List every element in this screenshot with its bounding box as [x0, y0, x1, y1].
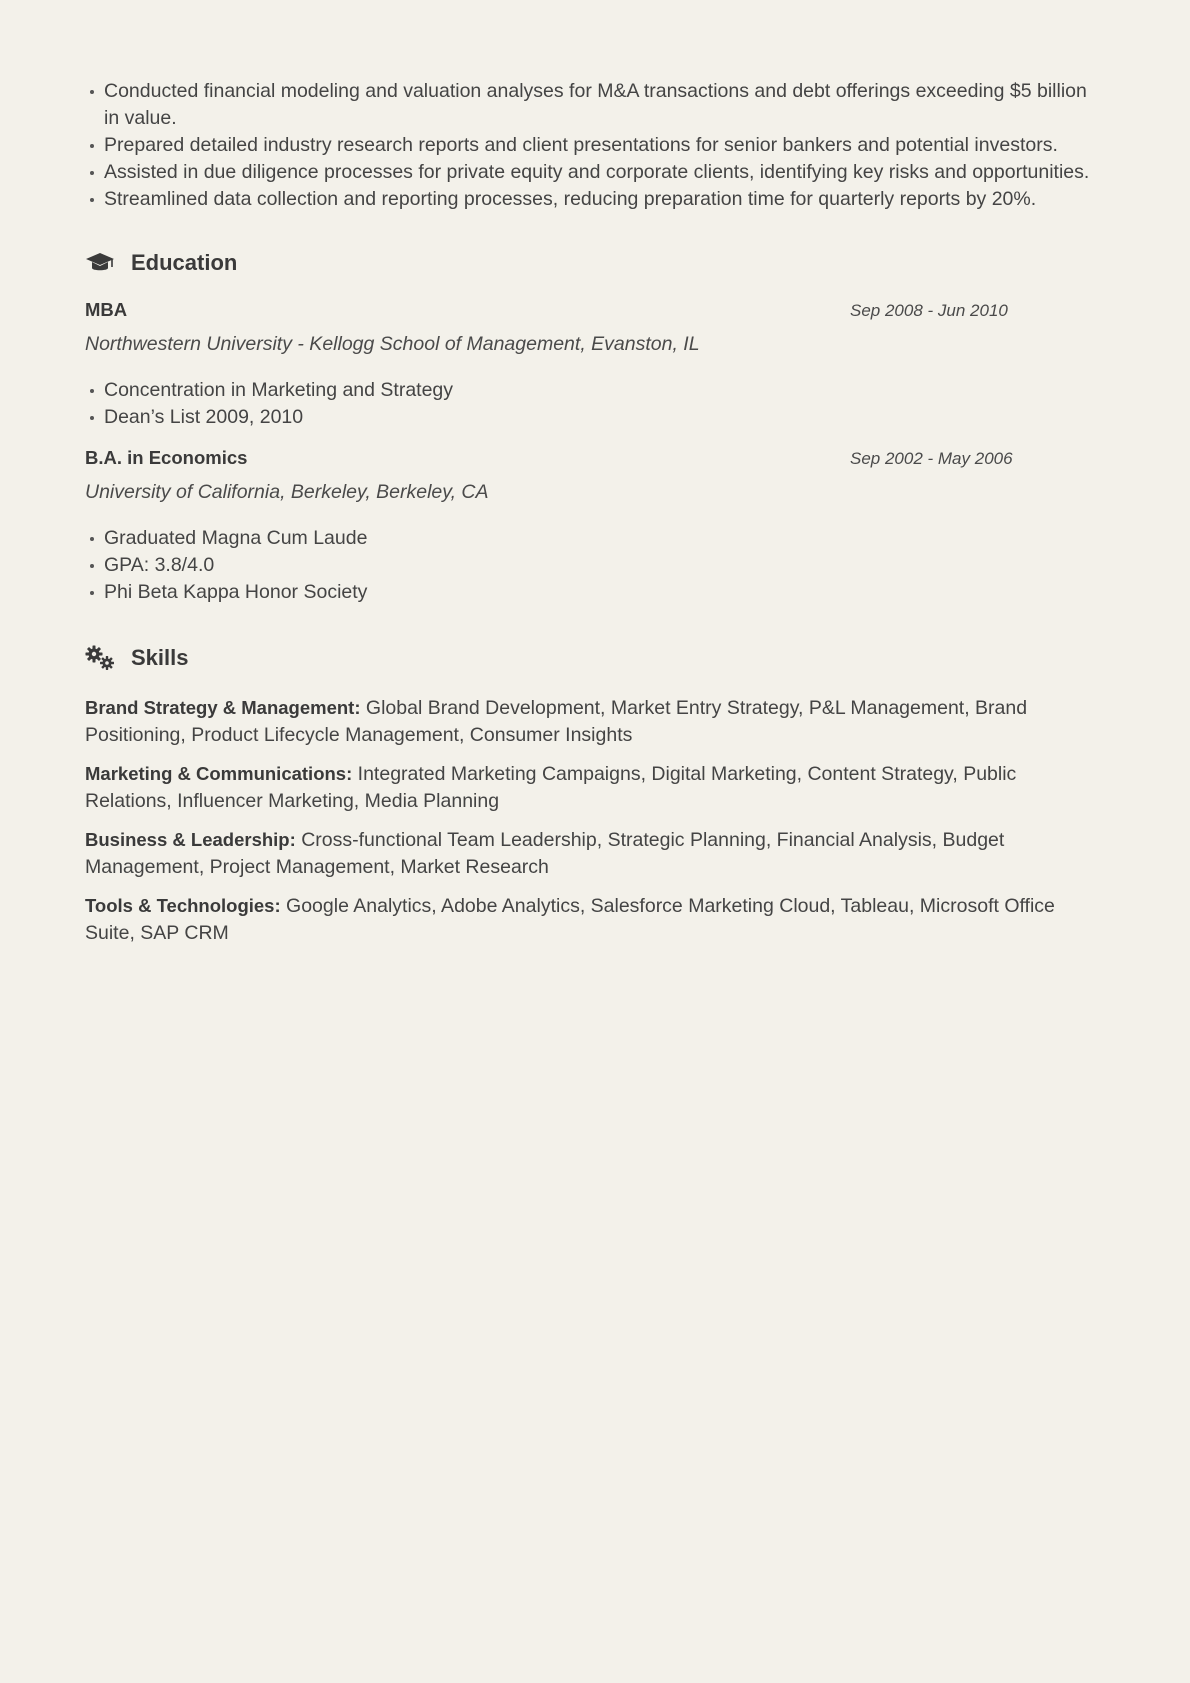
list-item: Phi Beta Kappa Honor Society — [104, 579, 1105, 606]
education-bullet-list — [85, 525, 1105, 606]
skill-group-label: Brand Strategy & Management: — [85, 697, 361, 718]
school-name: Northwestern University - Kellogg School of Management, Evanston, IL — [85, 333, 700, 355]
skills-section-header — [85, 642, 1105, 674]
education-section-header — [85, 247, 1105, 279]
graduation-cap-icon — [85, 249, 117, 277]
skill-group-label: Business & Leadership: — [85, 829, 296, 850]
list-item: Streamlined data collection and reporting processes, reducing preparation time for quarterly reports by 20%. — [104, 186, 1105, 213]
list-item: GPA: 3.8/4.0 — [104, 552, 1105, 579]
education-bullet-list — [85, 377, 1105, 431]
degree-title: MBA — [85, 299, 128, 320]
section-title: Education — [131, 250, 238, 275]
skill-group — [85, 892, 1105, 947]
skill-group-text: Global Brand Development, Market Entry Strategy, P&L Management, Brand Positioning, Product Lifecycle Management, Consumer Insights — [85, 697, 1028, 746]
degree-title: B.A. in Economics — [85, 447, 248, 468]
list-item: Assisted in due diligence processes for private equity and corporate clients, identifying key risks and opportunities. — [104, 159, 1105, 186]
skill-group-text: Integrated Marketing Campaigns, Digital Marketing, Content Strategy, Public Relations, Influencer Marketing, Media Planning — [85, 763, 1017, 812]
education-entry — [85, 299, 1105, 431]
section-title: Skills — [131, 645, 189, 670]
skill-group-label: Tools & Technologies: — [85, 895, 281, 916]
skill-group-text: Google Analytics, Adobe Analytics, Salesforce Marketing Cloud, Tableau, Microsoft Office Suite, SAP CRM — [85, 895, 1055, 944]
skill-group — [85, 760, 1105, 815]
skill-group-text: Cross-functional Team Leadership, Strategic Planning, Financial Analysis, Budget Management, Project Management, Market Research — [85, 829, 1005, 878]
list-item: Prepared detailed industry research reports and client presentations for senior bankers and potential investors. — [104, 132, 1105, 159]
date-range: Sep 2002 - May 2006 — [850, 449, 1013, 468]
list-item: Graduated Magna Cum Laude — [104, 525, 1105, 552]
list-item: Dean’s List 2009, 2010 — [104, 404, 1105, 431]
gears-icon — [85, 644, 117, 672]
skills-list — [85, 694, 1105, 947]
school-name: University of California, Berkeley, Berkeley, CA — [85, 481, 489, 503]
education-entry — [85, 447, 1105, 606]
list-item: Conducted financial modeling and valuation analyses for M&A transactions and debt offerings exceeding $5 billion in value. — [104, 78, 1105, 132]
experience-bullet-list — [85, 78, 1105, 213]
list-item: Concentration in Marketing and Strategy — [104, 377, 1105, 404]
date-range: Sep 2008 - Jun 2010 — [850, 301, 1008, 320]
skill-group-label: Marketing & Communications: — [85, 763, 353, 784]
skill-group — [85, 694, 1105, 749]
skill-group — [85, 826, 1105, 881]
